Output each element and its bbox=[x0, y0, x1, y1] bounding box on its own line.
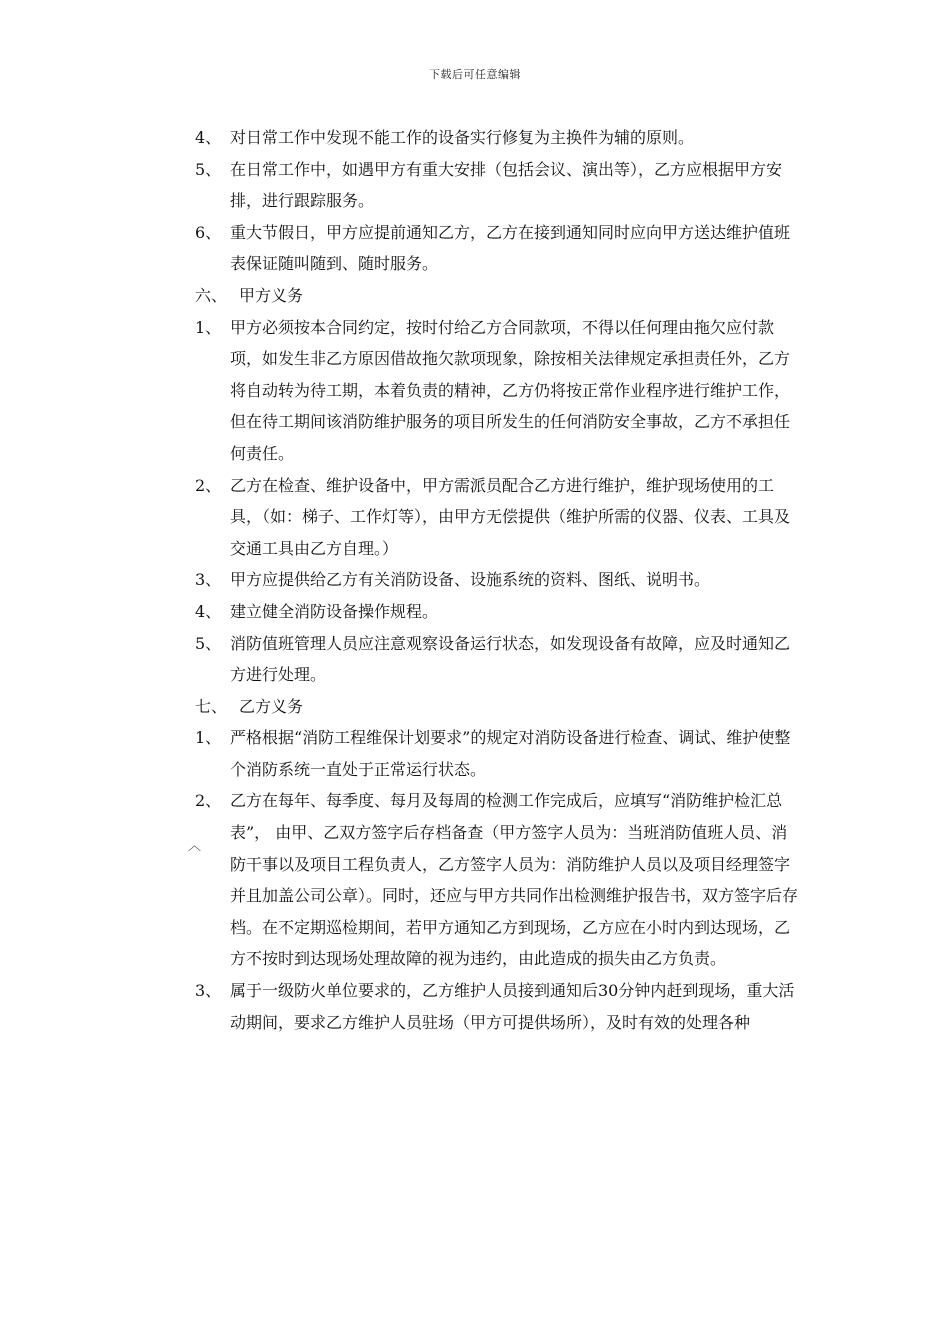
document-body bbox=[0, 122, 950, 1038]
item-text: 严格根据“消防工程维保计划要求”的规定对消防设备进行检查、调试、维护使整个消防系统一直处于正常运行状态。 bbox=[230, 728, 791, 779]
item-number: 2、 bbox=[195, 475, 222, 495]
section-heading bbox=[0, 691, 950, 723]
list-item bbox=[0, 217, 802, 280]
item-number: 5、 bbox=[195, 159, 222, 179]
item-number: 3、 bbox=[195, 981, 222, 1001]
list-item bbox=[0, 722, 802, 785]
item-text: 在日常工作中，如遇甲方有重大安排（包括会议、演出等），乙方应根据甲方安排，进行跟踪服务。 bbox=[230, 159, 783, 211]
margin-mark: ︿ bbox=[188, 839, 202, 854]
list-item bbox=[0, 785, 802, 975]
item-text: 建立健全消防设备操作规程。 bbox=[230, 601, 439, 621]
item-number: 1、 bbox=[195, 728, 222, 748]
list-item bbox=[0, 122, 802, 154]
item-text: 乙方在检查、维护设备中，甲方需派员配合乙方进行维护，维护现场使用的工具，（如：梯子、工作灯等），由甲方无偿提供（维护所需的仪器、仪表、工具及交通工具由乙方自理。） bbox=[230, 475, 791, 558]
list-item bbox=[0, 154, 802, 217]
item-text: 乙方在每年、每季度、每月及每周的检测工作完成后，应填写“消防维护检汇总表”， 由甲、乙双方签字后存档备查（甲方签字人员为：当班消防值班人员、消防干事以及项目工程负责人，乙方签字人员为：消防维护人员以及项目经理签字并且加盖公司公章）。同时，还应与甲方共同作出检测维护报告书，双方签字后存档。在不定期巡检期间，若甲方通知乙方到现场，乙方应在小时内到达现场，乙方不按时到达现场处理故障的视为违约，由此造成的损失由乙方负责。 bbox=[230, 791, 799, 969]
item-number: 1、 bbox=[195, 317, 222, 337]
item-text: 消防值班管理人员应注意观察设备运行状态，如发现设备有故障，应及时通知乙方进行处理。 bbox=[230, 633, 791, 685]
list-item bbox=[0, 975, 802, 1038]
section-heading bbox=[0, 280, 950, 312]
item-text: 甲方应提供给乙方有关消防设备、设施系统的资料、图纸、说明书。 bbox=[230, 570, 711, 590]
list-item bbox=[0, 470, 802, 565]
item-number: 6、 bbox=[195, 222, 222, 242]
item-text: 甲方必须按本合同约定，按时付给乙方合同款项，不得以任何理由拖欠应付款项，如发生非乙方原因借故拖欠款项现象，除按相关法律规定承担责任外，乙方将自动转为待工期，本着负责的精神，乙方仍将按正常作业程序进行维护工作，但在待工期间该消防维护服务的项目所发生的任何消防安全事故，乙方不承担任何责任。 bbox=[230, 317, 791, 463]
section-number: 七、 bbox=[195, 696, 228, 716]
list-item bbox=[0, 312, 802, 470]
item-text: 属于一级防火单位要求的，乙方维护人员接到通知后30分钟内赶到现场，重大活动期间，要求乙方维护人员驻场（甲方可提供场所），及时有效的处理各种 bbox=[230, 981, 795, 1032]
item-number: 2、 bbox=[195, 791, 222, 811]
list-item bbox=[0, 596, 802, 628]
item-text: 重大节假日，甲方应提前通知乙方，乙方在接到通知同时应向甲方送达维护值班表保证随叫随到、随时服务。 bbox=[230, 222, 791, 274]
item-text: 对日常工作中发现不能工作的设备实行修复为主换件为辅的原则。 bbox=[230, 128, 695, 147]
list-item bbox=[0, 564, 802, 596]
item-number: 4、 bbox=[195, 601, 222, 621]
section-title: 甲方义务 bbox=[239, 285, 304, 305]
item-number: 4、 bbox=[195, 128, 222, 147]
item-number: 3、 bbox=[195, 570, 222, 590]
section-number: 六、 bbox=[195, 285, 228, 305]
section-title: 乙方义务 bbox=[239, 696, 304, 716]
list-item bbox=[0, 628, 802, 691]
page-header: 下载后可任意编辑 bbox=[429, 68, 521, 81]
item-number: 5、 bbox=[195, 633, 222, 653]
